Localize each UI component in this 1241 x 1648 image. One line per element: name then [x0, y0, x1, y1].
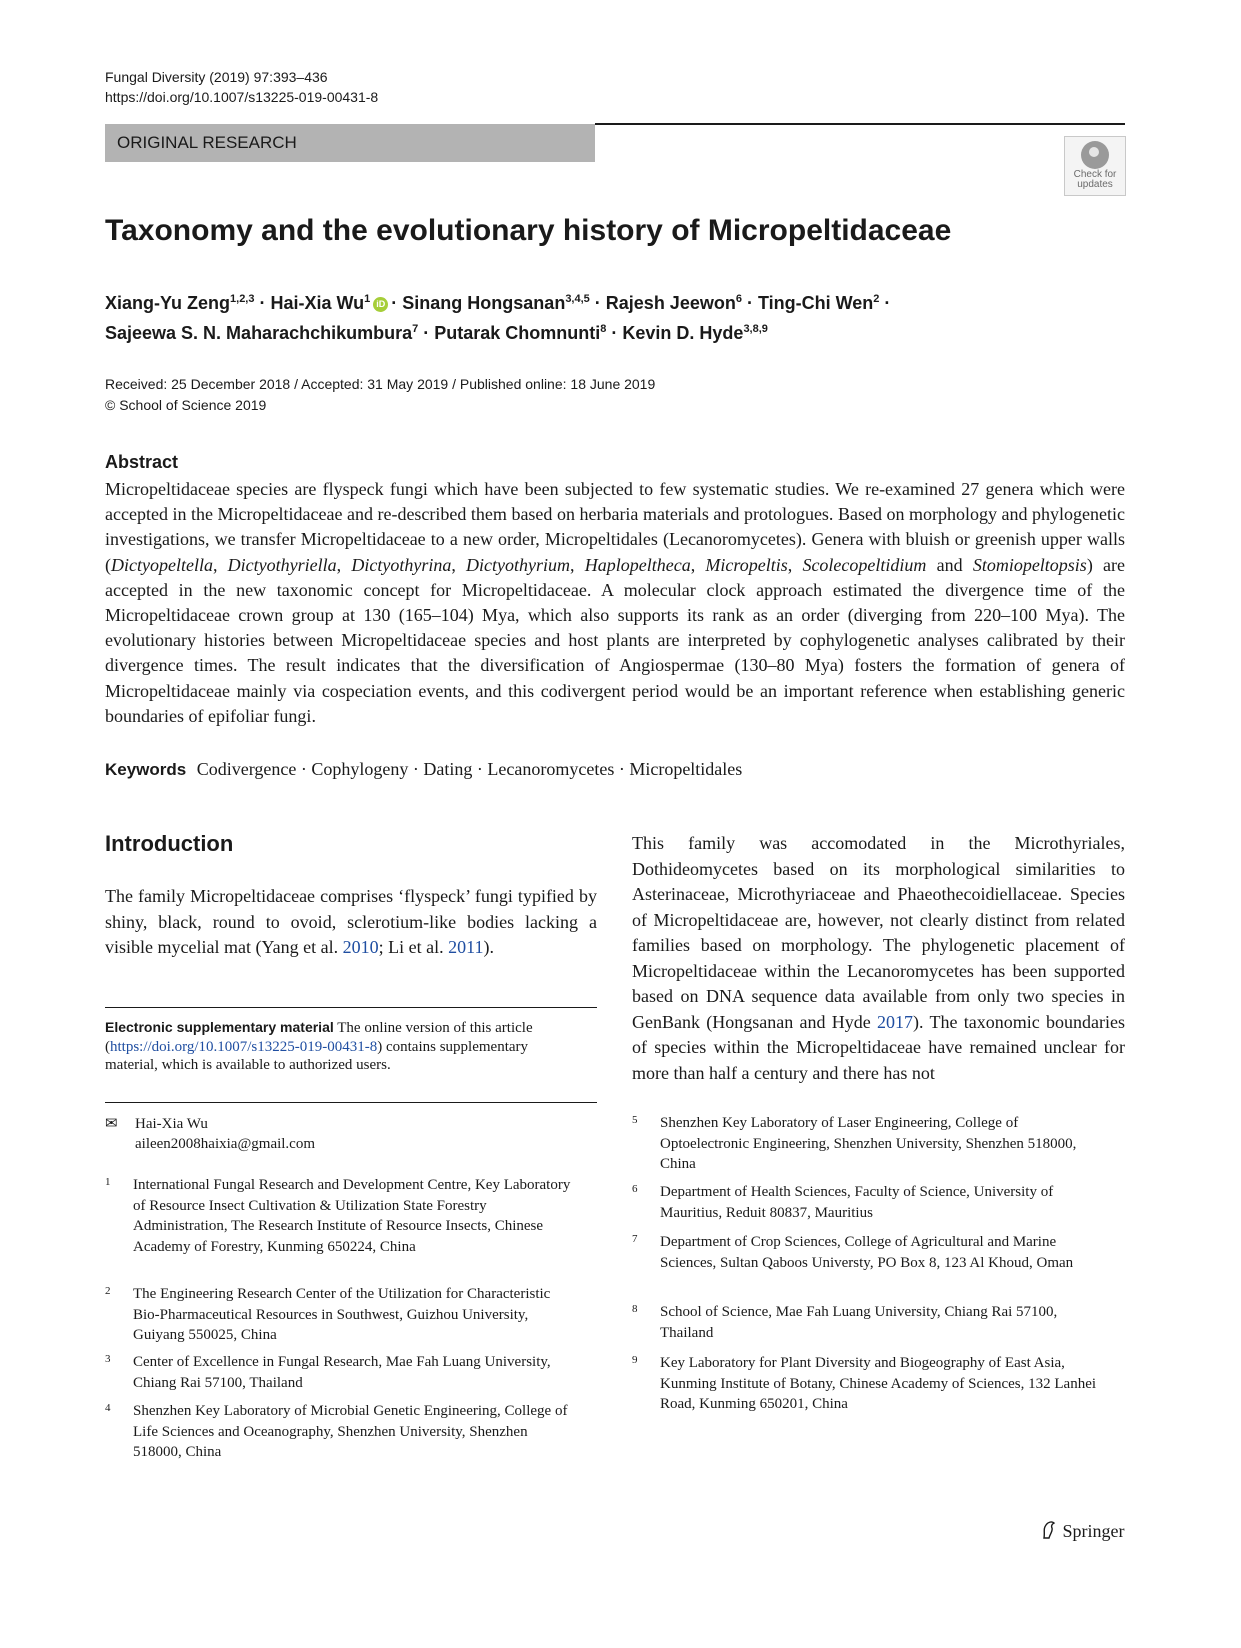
check-for-updates-button[interactable] [1064, 136, 1126, 196]
esm-label: Electronic supplementary material [105, 1019, 334, 1035]
footnote-rule [105, 1102, 597, 1103]
article-type-label: ORIGINAL RESEARCH [117, 133, 297, 152]
author[interactable]: Sinang Hongsanan$^{3,4,5}$ [402, 293, 590, 313]
genus-name: Micropeltis [705, 554, 788, 575]
check-line2: updates [1077, 179, 1113, 190]
genus-name: Scolecopeltidium [802, 554, 927, 575]
keyword: Lecanoromycetes [487, 759, 615, 779]
affiliation: 6 Department of Health Sciences, Faculty of Science, University of Mauritius, Reduit 80837, Mauritius [632, 1183, 1054, 1221]
affiliation: 5 Shenzhen Key Laboratory of Laser Engineering, College of Optoelectronic Engineering, Shenzhen University, Shenzhen 518000, China [632, 1114, 1077, 1172]
footnote-rule [105, 1007, 597, 1008]
affiliation: 1 International Fungal Research and Development Centre, Key Laboratory of Resource Insect Cultivation & Utilization State Forestry Administration, The Research Institute of Resource Insects, Chinese Academy of Forestry, Kunming 650224, China [105, 1176, 571, 1255]
journal-citation [105, 67, 378, 107]
genus-name: Dictyothyriella [227, 554, 337, 575]
genus-name: Dictyothyrina [351, 554, 452, 575]
author[interactable]: Xiang-Yu Zeng$^{1,2,3}$ [105, 293, 255, 313]
correspondence [105, 1114, 315, 1154]
orcid-icon[interactable]: iD [373, 297, 388, 312]
author[interactable]: Hai-Xia Wu$^1$ [270, 293, 371, 313]
author[interactable]: Putarak Chomnunti$^8$ [434, 323, 607, 343]
header-rule [595, 123, 1125, 125]
affiliation: 7 Department of Crop Sciences, College of Agricultural and Marine Sciences, Sultan Qaboos Universty, PO Box 8, 123 Al Khoud, Oman [632, 1233, 1074, 1271]
affiliation: 3 Center of Excellence in Fungal Research, Mae Fah Luang University, Chiang Rai 57100, Thailand [105, 1353, 551, 1391]
author-email[interactable]: aileen2008haixia@gmail.com [135, 1136, 316, 1152]
affiliation: 8 School of Science, Mae Fah Luang University, Chiang Rai 57100, Thailand [632, 1303, 1058, 1341]
author[interactable]: Sajeewa S. N. Maharachchikumbura$^7$ [105, 323, 419, 343]
copyright-line: © School of Science 2019 [105, 397, 267, 413]
intro-paragraph: This family was accomodated in the Microthyriales, Dothideomycetes based on its morphological similarities to Asterinaceae, Microthyriaceae and Phaeothecoidiellaceae. Species of Micropeltidaceae are, however, not clearly distinct from related families based on morphology. The phylogenetic placement of Micropeltidaceae within the Lecanoromycetes has been supported based on DNA sequence data available from only two species in GenBank (Hongsanan and Hyde 2017). The taxonomic boundaries of species within the Micropeltidaceae have remained unclear for more than half a century and there has not [632, 833, 1125, 1083]
author-list: Xiang-Yu Zeng$^{1,2,3}$ · Hai-Xia Wu$^1$ iD · Sinang Hongsanan$^{3,4,5}$ · Rajesh Jeewon$^6$ · Ting-Chi Wen$^2$ · Sajeewa S. N. Maharachchikumbura$^7$ · Putarak Chomnunti$^8$ · Kevin D. Hyde$^{3,8,9}$ [105, 293, 891, 343]
doi-link[interactable]: https://doi.org/10.1007/s13225-019-00431-8 [105, 89, 379, 105]
corresponding-author: Hai-Xia Wu [135, 1116, 208, 1132]
keyword: Micropeltidales [629, 759, 743, 779]
affiliation: 2 The Engineering Research Center of the Utilization for Characteristic Bio-Pharmaceutical Resources in Southwest, Guizhou University, Guiyang 550025, China [105, 1285, 551, 1343]
article-title: Taxonomy and the evolutionary history of Micropeltidaceae [105, 214, 952, 247]
citation-link[interactable]: 2011 [448, 937, 484, 957]
citation-link[interactable]: 2017 [877, 1011, 914, 1032]
affiliation: 4 Shenzhen Key Laboratory of Microbial Genetic Engineering, College of Life Sciences and Oceanography, Shenzhen University, Shenzhen 518000, China [105, 1402, 568, 1460]
citation-link[interactable]: 2010 [342, 937, 379, 957]
supplementary-note: Electronic supplementary material The online version of this article (https://doi.org/10.1007/s13225-019-00431-8) contains supplementary material, which is available to authorized users. [105, 1019, 533, 1073]
crossmark-icon [1081, 141, 1109, 169]
affiliation: 9 Key Laboratory for Plant Diversity and Biogeography of East Asia, Kunming Institute of Botany, Chinese Academy of Sciences, 132 Lanhei Road, Kunming 650201, China [632, 1354, 1097, 1412]
keywords: Keywords Codivergence · Cophylogeny · Dating · Lecanoromycetes · Micropeltidales [105, 759, 743, 779]
check-line1: Check for [1073, 169, 1117, 180]
genus-name: Haplopeltheca [584, 554, 691, 575]
esm-link[interactable]: https://doi.org/10.1007/s13225-019-00431-8 [110, 1038, 378, 1055]
keywords-label: Keywords [105, 760, 187, 779]
genus-name: Stomiopeltopsis [972, 554, 1087, 575]
publisher-name: Springer [1062, 1521, 1125, 1541]
journal-name: Fungal Diversity (2019) 97:393–436 [105, 69, 328, 85]
abstract-heading: Abstract [105, 452, 179, 472]
author[interactable]: Rajesh Jeewon$^6$ [605, 293, 742, 313]
genus-name: Dictyothyrium [466, 554, 571, 575]
keyword: Cophylogeny [311, 759, 409, 779]
author[interactable]: Kevin D. Hyde$^{3,8,9}$ [622, 323, 768, 343]
article-type-badge [105, 124, 595, 162]
springer-horse-icon [1040, 1520, 1058, 1540]
intro-paragraph: The family Micropeltidaceae comprises ‘flyspeck’ fungi typified by shiny, black, round to ovoid, sclerotium-like bodies lacking a visible mycelial mat (Yang et al. 2010; Li et al. 2011). [105, 886, 597, 957]
abstract-body: Micropeltidaceae species are flyspeck fungi which have been subjected to few systematic studies. We re-examined 27 genera which were accepted in the Micropeltidaceae and re-described them based on herbaria materials and protologues. Based on morphology and phylogenetic investigations, we transfer Micropeltidaceae to a new order, Micropeltidales (Lecanoromycetes). Genera with bluish or greenish upper walls (Dictyopeltella, Dictyothyriella, Dictyothyrina, Dictyothyrium, Haplopeltheca, Micropeltis, Scolecopeltidium and Stomiopeltopsis) are accepted in the new taxonomic concept for Micropeltidaceae. A molecular clock approach estimated the divergence time of the Micropeltidaceae crown group at 130 (165–104) Mya, which also supports its rank as an order (diverging from 220–100 Mya). The evolutionary histories between Micropeltidaceae species and host plants are interpreted by cophylogenetic analyses calibrated by their divergence times. The result indicates that the diversification of Angiospermae (130–80 Mya) fosters the formation of genera of Micropeltidaceae mainly via cospeciation events, and this codivergent period would be an important reference when establishing generic boundaries of epifoliar fungi. [105, 479, 1125, 726]
publication-dates [105, 374, 655, 416]
dates-line: Received: 25 December 2018 / Accepted: 31 May 2019 / Published online: 18 June 2019 [105, 376, 656, 392]
envelope-icon: ✉ [105, 1116, 118, 1132]
author[interactable]: Ting-Chi Wen$^2$ [757, 293, 880, 313]
genus-name: Dictyopeltella [111, 554, 213, 575]
keyword: Codivergence [196, 759, 297, 779]
publisher-logo [1040, 1520, 1125, 1542]
keyword: Dating [423, 759, 473, 779]
introduction-heading: Introduction [105, 831, 234, 856]
